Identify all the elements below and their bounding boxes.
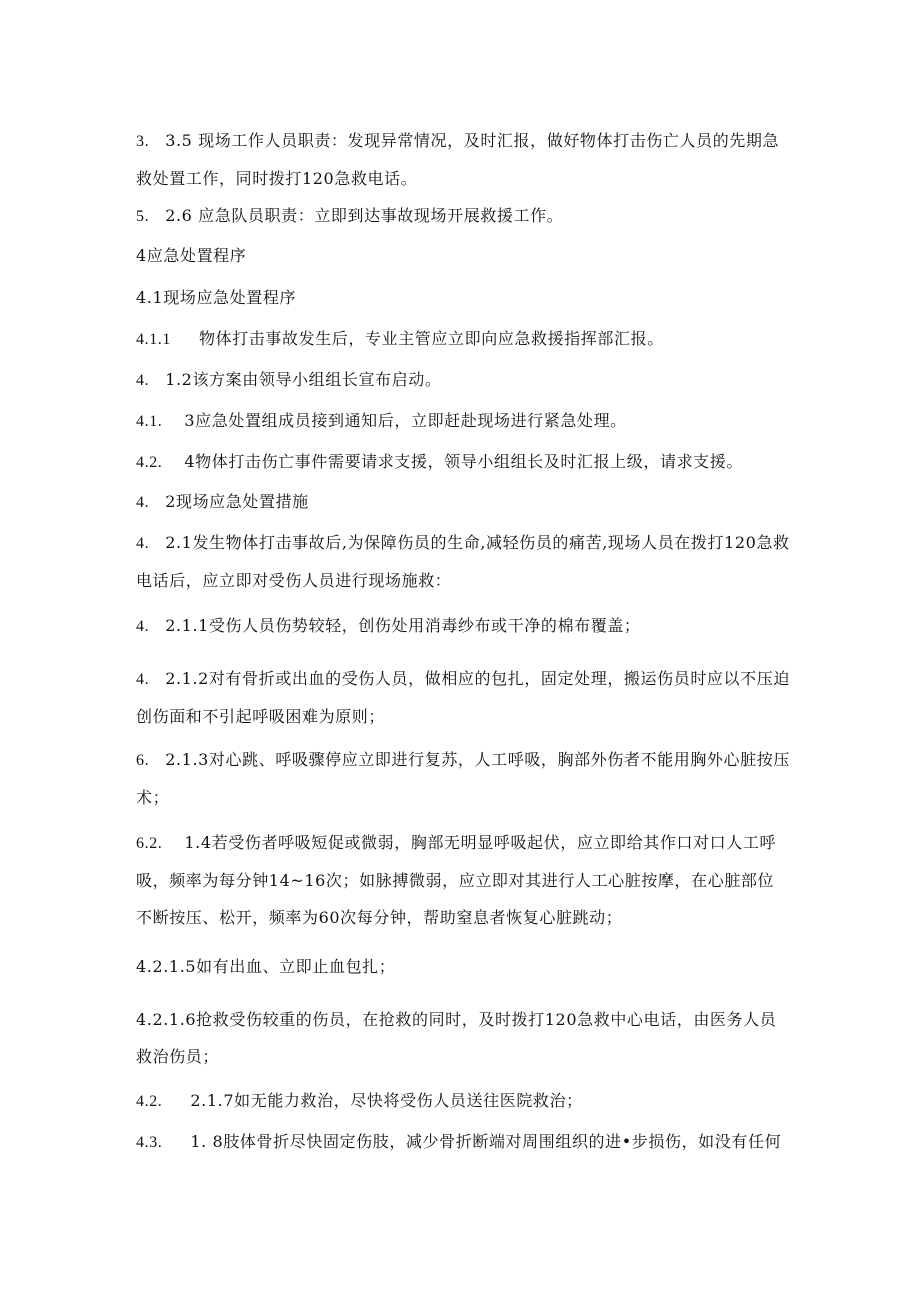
paragraph-3-3-5 [136,122,790,197]
paragraph-number: 6. [136,752,150,769]
section-heading-4-2 [136,483,790,521]
paragraph-4-2-1 [136,524,790,599]
paragraph-text: 2.1发生物体打击事故后,为保障伤员的生命,减轻伤员的痛苦,现场人员在拨打120急救电话后，应立即对受伤人员进行现场施救： [136,533,790,590]
paragraph-4-2-1-1 [136,607,790,645]
paragraph-4-3-1-8 [136,1123,790,1161]
paragraph-number: 4. [136,494,150,511]
paragraph-number: 6.2. [136,835,163,852]
paragraph-text: 2.1.7如无能力救治，尽快将受伤人员送往医院救治； [190,1091,583,1110]
paragraph-number: 4.1. [136,413,163,430]
paragraph-4-1-1 [136,320,790,358]
paragraph-4-2-1-2 [136,660,790,735]
paragraph-text: 4.2.1.6抢救受伤较重的伤员，在抢救的同时，及时拨打120急救中心电话，由医务人员救治伤员； [136,1010,777,1066]
paragraph-text: 1.2该方案由领导小组组长宣布启动。 [165,370,442,389]
paragraph-text: 4物体打击伤亡事件需要请求支援，领导小组组长及时汇报上级，请求支援。 [184,452,743,471]
paragraph-4-1-2 [136,361,790,399]
paragraph-number: 4. [136,372,150,389]
paragraph-text: 2现场应急处置措施 [165,492,309,511]
paragraph-text: 2.1.2对有骨折或出血的受伤人员，做相应的包扎，固定处理，搬运伤员时应以不压迫创伤面和不引起呼吸困难为原则； [136,669,790,726]
paragraph-text: 1. 8肢体骨折尽快固定伤肢，减少骨折断端对周围组织的进•步损伤，如没有任何 [190,1132,782,1151]
paragraph-text: 4应急处置程序 [136,246,247,265]
paragraph-4-2-1-5 [136,948,790,985]
paragraph-number: 4.2. [136,454,163,471]
paragraph-4-2-4 [136,443,790,481]
paragraph-number: 5. [136,208,150,225]
paragraph-number: 4. [136,535,150,552]
paragraph-4-2-1-4 [136,824,790,936]
paragraph-number: 4.3. [136,1134,163,1151]
paragraph-text: 1.4若受伤者呼吸短促或微弱，胸部无明显呼吸起伏，应立即给其作口对口人工呼吸，频率为每分钟14~16次；如脉搏微弱，应立即对其进行人工心脏按摩，在心脏部位不断按压、松开，频率为60次每分钟，帮助窒息者恢复心脏跳动； [136,833,777,927]
paragraph-number: 4. [136,618,150,635]
paragraph-text: 2.1.3对心跳、呼吸骤停应立即进行复苏，人工呼吸，胸部外伤者不能用胸外心脏按压术； [136,750,790,807]
paragraph-4-2-1-3 [136,741,790,816]
paragraph-text: 物体打击事故发生后，专业主管应立即向应急救援指挥部汇报。 [199,329,664,348]
paragraph-number: 4.2. [136,1093,163,1110]
paragraph-text: 4.1现场应急处置程序 [136,288,297,307]
paragraph-text: 4.2.1.5如有出血、立即止血包扎； [136,957,396,976]
paragraph-4-1-3 [136,402,790,440]
section-heading-4 [136,237,790,274]
paragraph-text: 3.5 现场工作人员职责：发现异常情况，及时汇报，做好物体打击伤亡人员的先期急救处置工作，同时拨打120急救电话。 [136,131,780,188]
paragraph-number: 4. [136,671,150,688]
paragraph-5-2-6 [136,197,790,235]
paragraph-text: 3应急处置组成员接到通知后，立即赶赴现场进行紧急处理。 [184,411,627,430]
paragraph-number: 4.1.1 [136,331,171,348]
paragraph-number: 3. [136,133,150,150]
paragraph-text: 2.1.1受伤人员伤势较轻，创伤处用消毒纱布或干净的棉布覆盖； [165,616,641,635]
paragraph-4-2-1-6 [136,1001,790,1075]
paragraph-4-2-1-7 [136,1082,790,1120]
section-heading-4-1 [136,279,790,316]
paragraph-text: 2.6 应急队员职责：立即到达事故现场开展救援工作。 [165,206,564,225]
